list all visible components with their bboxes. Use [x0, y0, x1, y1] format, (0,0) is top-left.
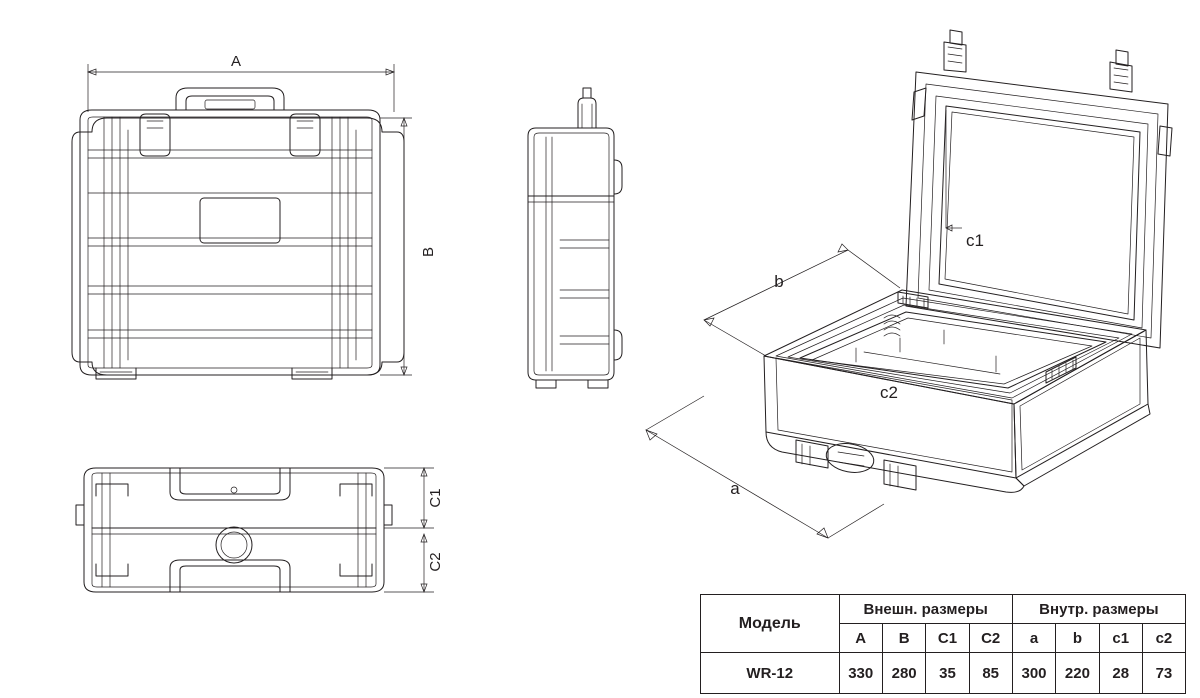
dimension-label-a: A [230, 53, 242, 70]
dimension-label-iso-c2: c2 [880, 383, 898, 402]
cell-model: WR-12 [701, 653, 840, 694]
header-internal-group: Внутр. размеры [1012, 595, 1185, 624]
front-view [72, 88, 404, 379]
specification-table [700, 594, 1186, 694]
header-col-B: B [882, 624, 925, 653]
dimension-label-iso-c1: c1 [966, 231, 984, 250]
dimension-label-c1: C1 [427, 488, 444, 508]
isometric-open-case [646, 30, 1172, 538]
table-row [701, 653, 1186, 694]
table-head [701, 595, 1186, 653]
cell-C1: 35 [926, 653, 969, 694]
cell-C2: 85 [969, 653, 1012, 694]
dimension-label-iso-a: a [730, 479, 740, 498]
dimension-label-b: B [420, 246, 437, 258]
header-col-c2: c2 [1142, 624, 1185, 653]
cell-B: 280 [882, 653, 925, 694]
header-external-group: Внешн. размеры [839, 595, 1012, 624]
cell-A: 330 [839, 653, 882, 694]
header-col-c1: c1 [1099, 624, 1142, 653]
dimension-label-iso-b: b [774, 272, 784, 291]
header-col-C2: C2 [969, 624, 1012, 653]
header-model: Модель [701, 595, 840, 653]
header-col-C1: C1 [926, 624, 969, 653]
side-view [528, 88, 622, 388]
header-col-b: b [1056, 624, 1099, 653]
table-header-row-groups [701, 595, 1186, 624]
header-col-A: A [839, 624, 882, 653]
cell-c2: 73 [1142, 653, 1185, 694]
table-body [701, 653, 1186, 694]
dimension-a [88, 53, 394, 112]
dimension-b [380, 118, 437, 375]
top-view [76, 468, 392, 592]
dimension-label-c2: C2 [427, 552, 444, 572]
header-col-a: a [1012, 624, 1055, 653]
cell-a: 300 [1012, 653, 1055, 694]
cell-c1: 28 [1099, 653, 1142, 694]
dimension-c1-c2 [384, 468, 444, 592]
cell-b: 220 [1056, 653, 1099, 694]
